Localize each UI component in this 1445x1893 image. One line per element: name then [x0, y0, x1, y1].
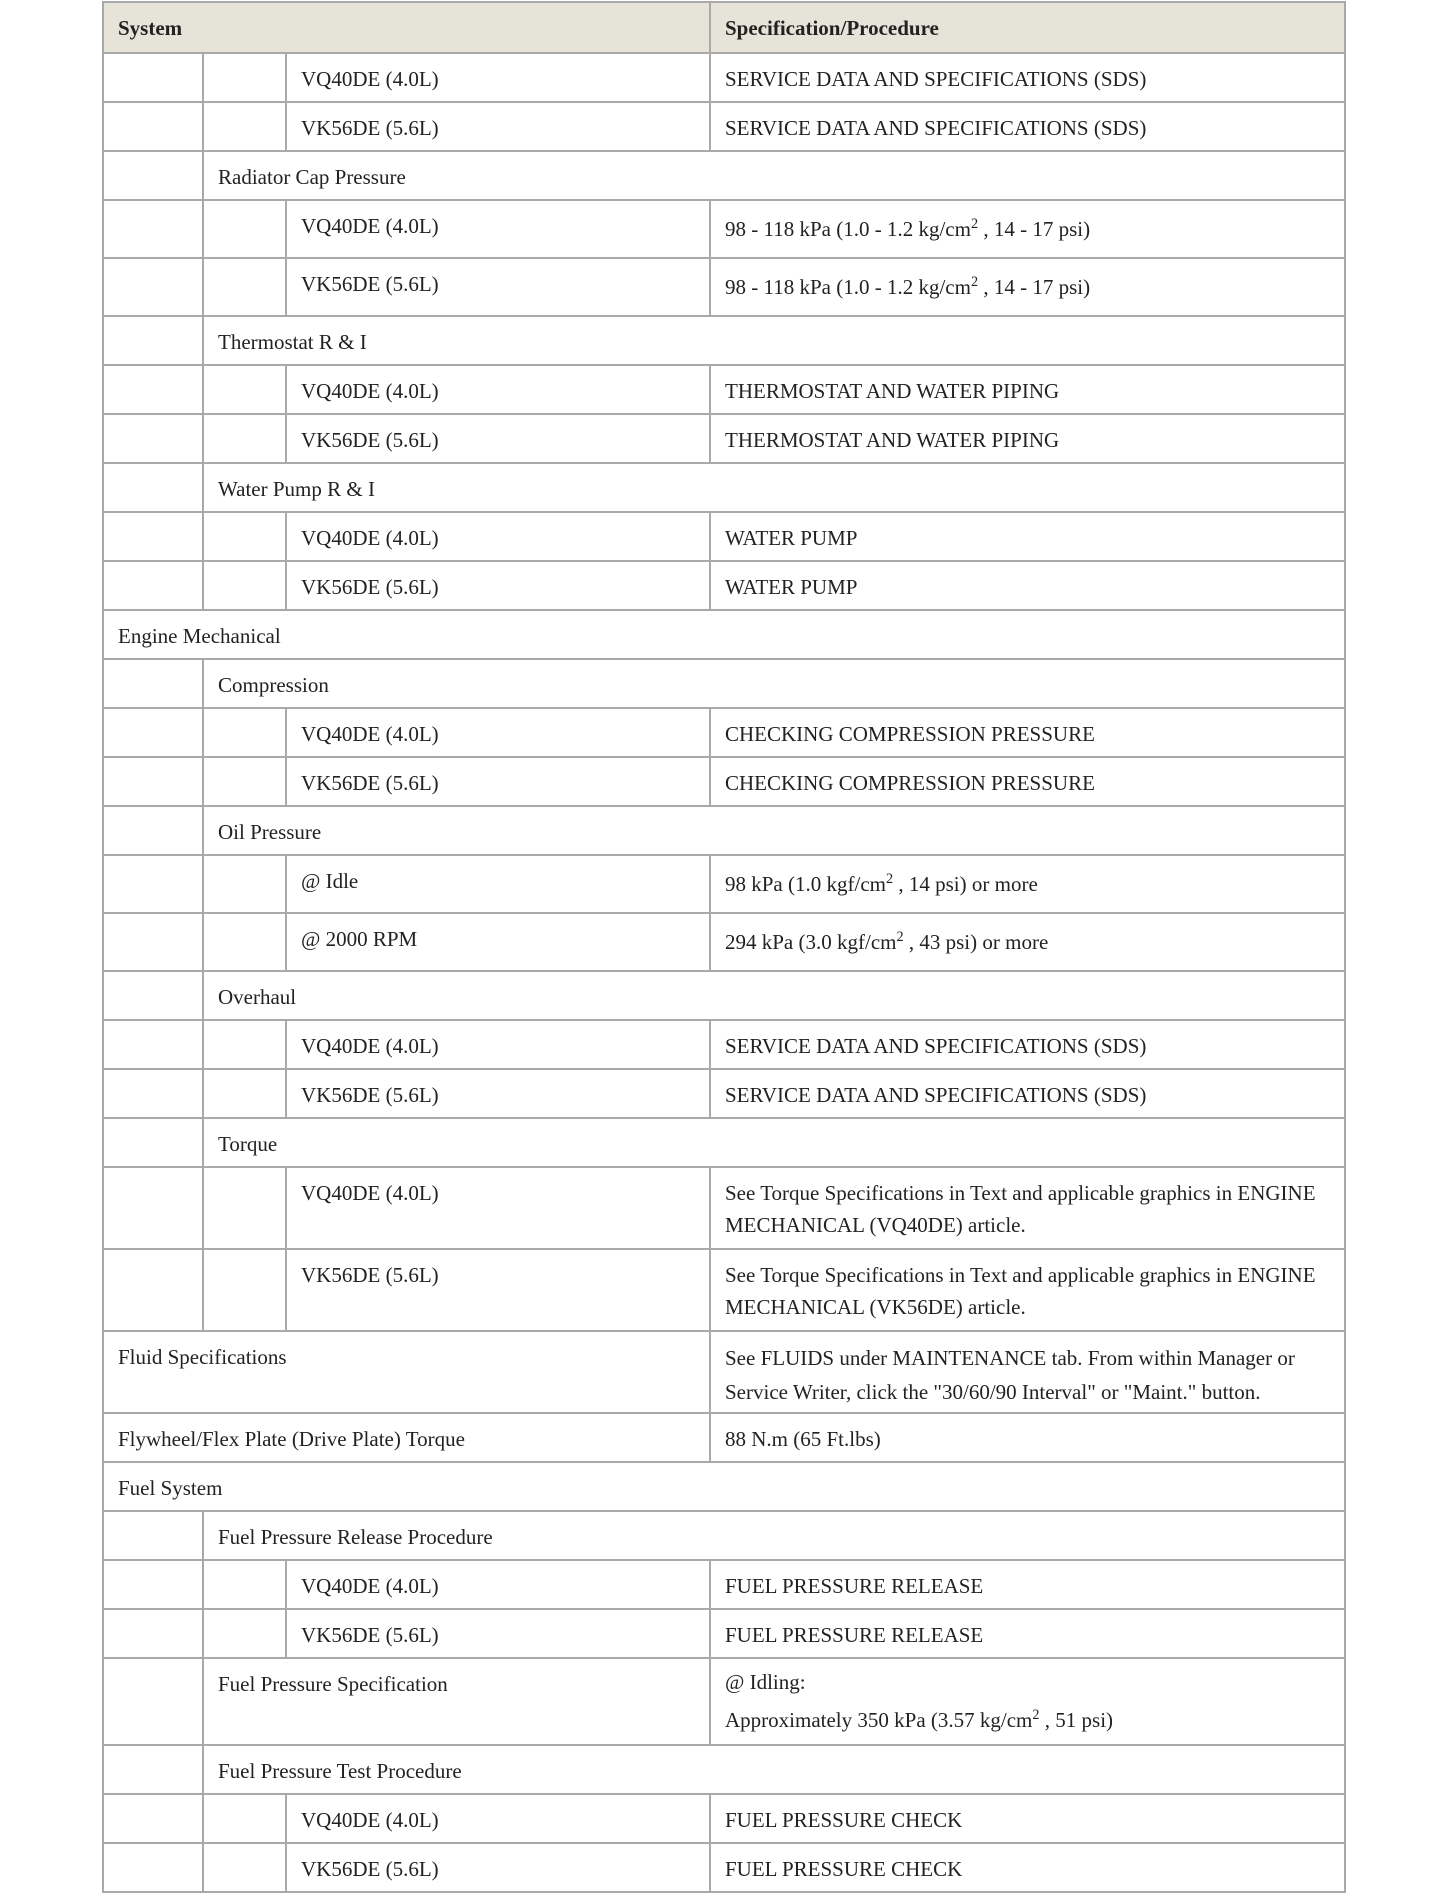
procedure-cell: THERMOSTAT AND WATER PIPING	[710, 414, 1345, 463]
table-row	[103, 1745, 1345, 1794]
condition-label: @ Idle	[286, 855, 710, 913]
engine-label: VQ40DE (4.0L)	[286, 1020, 710, 1069]
table-row	[103, 463, 1345, 512]
specification-table	[102, 1, 1346, 1893]
section-label-oil-pressure: Oil Pressure	[203, 806, 1345, 855]
table-row	[103, 512, 1345, 561]
table-row	[103, 757, 1345, 806]
procedure-cell: SERVICE DATA AND SPECIFICATIONS (SDS)	[710, 53, 1345, 102]
value-cell: 98 - 118 kPa (1.0 - 1.2 $kg/cm^2$ , 14 - 17 psi)	[710, 258, 1345, 316]
table-row	[103, 1069, 1345, 1118]
table-row	[103, 1118, 1345, 1167]
engine-label: VQ40DE (4.0L)	[286, 1794, 710, 1843]
procedure-cell: FUEL PRESSURE CHECK	[710, 1843, 1345, 1892]
value-cell: 294 kPa (3.0 kgf/$cm^2$ , 43 psi) or more	[710, 913, 1345, 971]
engine-label: VQ40DE (4.0L)	[286, 200, 710, 258]
engine-label: VK56DE (5.6L)	[286, 414, 710, 463]
table-row	[103, 971, 1345, 1020]
section-label-torque: Torque	[203, 1118, 1345, 1167]
table-row	[103, 561, 1345, 610]
fuel-spec-line-1: @ Idling:	[725, 1670, 806, 1694]
engine-label: VQ40DE (4.0L)	[286, 1560, 710, 1609]
procedure-cell: FUEL PRESSURE CHECK	[710, 1794, 1345, 1843]
system-column-header: System	[103, 2, 710, 53]
procedure-cell: SERVICE DATA AND SPECIFICATIONS (SDS)	[710, 1069, 1345, 1118]
engine-label: VQ40DE (4.0L)	[286, 365, 710, 414]
section-label-fuel-test: Fuel Pressure Test Procedure	[203, 1745, 1345, 1794]
engine-label: VK56DE (5.6L)	[286, 757, 710, 806]
engine-label: VQ40DE (4.0L)	[286, 512, 710, 561]
procedure-cell: CHECKING COMPRESSION PRESSURE	[710, 708, 1345, 757]
table-row	[103, 53, 1345, 102]
table-row	[103, 659, 1345, 708]
table-row	[103, 258, 1345, 316]
procedure-cell: SERVICE DATA AND SPECIFICATIONS (SDS)	[710, 102, 1345, 151]
value-cell	[710, 1658, 1345, 1745]
table-row	[103, 1462, 1345, 1511]
section-label-fluid-specifications: Fluid Specifications	[103, 1331, 710, 1413]
table-row	[103, 1331, 1345, 1413]
condition-label: @ 2000 RPM	[286, 913, 710, 971]
engine-label: VK56DE (5.6L)	[286, 561, 710, 610]
engine-label: VK56DE (5.6L)	[286, 1843, 710, 1892]
table-row	[103, 316, 1345, 365]
engine-label: VK56DE (5.6L)	[286, 1249, 710, 1331]
table-row	[103, 1560, 1345, 1609]
procedure-cell: FUEL PRESSURE RELEASE	[710, 1609, 1345, 1658]
spec-column-header: Specification/Procedure	[710, 2, 1345, 53]
procedure-cell: See Torque Specifications in Text and applicable graphics in ENGINE MECHANICAL (VQ40DE) article.	[710, 1167, 1345, 1249]
procedure-cell: See Torque Specifications in Text and applicable graphics in ENGINE MECHANICAL (VK56DE) article.	[710, 1249, 1345, 1331]
section-label-fuel-system: Fuel System	[103, 1462, 1345, 1511]
table-row	[103, 200, 1345, 258]
section-label-fuel-spec: Fuel Pressure Specification	[203, 1658, 710, 1745]
procedure-cell: WATER PUMP	[710, 561, 1345, 610]
section-label-radiator-cap: Radiator Cap Pressure	[203, 151, 1345, 200]
section-label-engine-mechanical: Engine Mechanical	[103, 610, 1345, 659]
table-row	[103, 414, 1345, 463]
section-label-compression: Compression	[203, 659, 1345, 708]
table-row	[103, 1167, 1345, 1249]
section-label-thermostat: Thermostat R & I	[203, 316, 1345, 365]
procedure-cell: See FLUIDS under MAINTENANCE tab. From within Manager or Service Writer, click the "30/60/90 Interval" or "Maint." button.	[710, 1331, 1345, 1413]
procedure-cell: THERMOSTAT AND WATER PIPING	[710, 365, 1345, 414]
engine-label: VK56DE (5.6L)	[286, 1069, 710, 1118]
table-row	[103, 1249, 1345, 1331]
engine-label: VK56DE (5.6L)	[286, 1609, 710, 1658]
table-row	[103, 102, 1345, 151]
section-label-fuel-release: Fuel Pressure Release Procedure	[203, 1511, 1345, 1560]
table-row	[103, 1020, 1345, 1069]
table-row	[103, 1413, 1345, 1462]
engine-label: VQ40DE (4.0L)	[286, 53, 710, 102]
procedure-cell: CHECKING COMPRESSION PRESSURE	[710, 757, 1345, 806]
procedure-cell: SERVICE DATA AND SPECIFICATIONS (SDS)	[710, 1020, 1345, 1069]
table-header-row	[103, 2, 1345, 53]
engine-label: VK56DE (5.6L)	[286, 102, 710, 151]
table-row	[103, 365, 1345, 414]
section-label-overhaul: Overhaul	[203, 971, 1345, 1020]
table-row	[103, 1609, 1345, 1658]
procedure-cell: WATER PUMP	[710, 512, 1345, 561]
table-row	[103, 806, 1345, 855]
table-row	[103, 1794, 1345, 1843]
table-row	[103, 151, 1345, 200]
engine-label: VQ40DE (4.0L)	[286, 1167, 710, 1249]
table-row	[103, 610, 1345, 659]
table-row	[103, 855, 1345, 913]
table-row	[103, 1843, 1345, 1892]
section-label-water-pump: Water Pump R & I	[203, 463, 1345, 512]
value-cell: 88 N.m (65 Ft.lbs)	[710, 1413, 1345, 1462]
section-label-flywheel-torque: Flywheel/Flex Plate (Drive Plate) Torque	[103, 1413, 710, 1462]
value-cell: 98 kPa (1.0 kgf/$cm^2$ , 14 psi) or more	[710, 855, 1345, 913]
engine-label: VK56DE (5.6L)	[286, 258, 710, 316]
table-row	[103, 913, 1345, 971]
table-row	[103, 708, 1345, 757]
value-cell: 98 - 118 kPa (1.0 - 1.2 $kg/cm^2$ , 14 - 17 psi)	[710, 200, 1345, 258]
table-row	[103, 1658, 1345, 1745]
table-row	[103, 1511, 1345, 1560]
engine-label: VQ40DE (4.0L)	[286, 708, 710, 757]
procedure-cell: FUEL PRESSURE RELEASE	[710, 1560, 1345, 1609]
fuel-spec-line-2: Approximately 350 kPa (3.57 $kg/cm^2$ , 51 psi)	[725, 1707, 1114, 1732]
